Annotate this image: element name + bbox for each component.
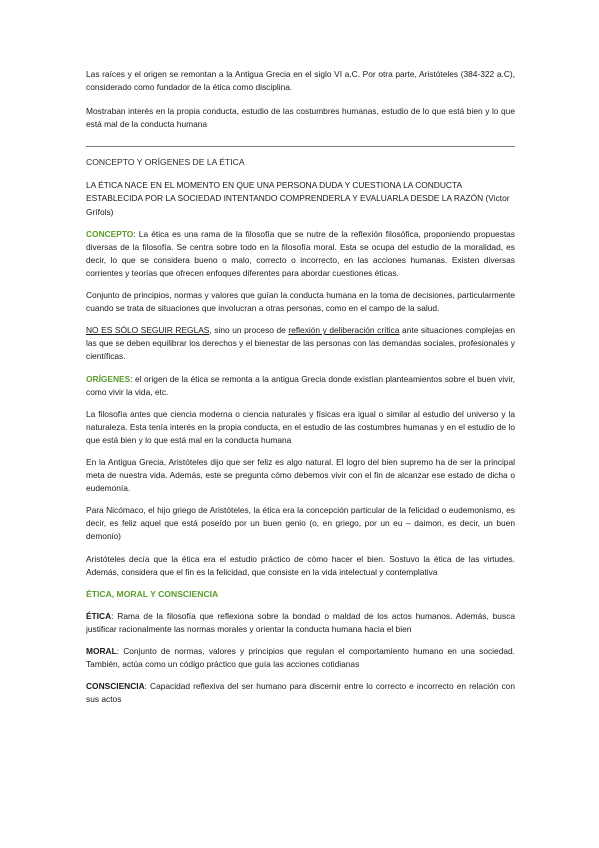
moral-definition bbox=[86, 645, 515, 671]
moral-label: MORAL bbox=[86, 645, 117, 656]
consciencia-text: : Capacidad reflexiva del ser humano para discernir entre lo correcto e incorrecto en relación con sus actos bbox=[86, 681, 515, 705]
quote-text: LA ÉTICA NACE EN EL MOMENTO EN QUE UNA PERSONA DUDA Y CUESTIONA LA CONDUCTA ESTABLECIDA POR LA SOCIEDAD INTENTANDO COMPRENDERLA Y EVALUARLA DESDE LA RAZÓN bbox=[86, 180, 484, 204]
moral-text: : Conjunto de normas, valores y principios que regulan el comportamiento humano en una sociedad. También, actúa como un código práctico que guía las acciones cotidianas bbox=[86, 645, 515, 669]
etica-text: : Rama de la filosofía que reflexiona sobre la bondad o maldad de los actos humanos. Además, busca justificar racionalmente las normas morales y orientar la conducta humana hacia el bien bbox=[86, 610, 515, 634]
quote-author: (Victor Grífols) bbox=[86, 193, 510, 217]
concepto-text: : La ética es una rama de la filosofía que se nutre de la reflexión filosófica, proponiendo propuestas diversas de la filosofía. Se centra sobre todo en la filosofía moral. Esta se ocupa del estudio de la moralidad, es decir, lo que se considera bueno o malo, correcto o incorrecto, en las acciones humanas. Existen diversas corrientes y teorías que ofrecen enfoques diferentes para abordar cuestiones éticas. bbox=[86, 228, 515, 278]
section-heading-etica-moral: ÉTICA, MORAL Y CONSCIENCIA bbox=[86, 588, 219, 599]
nicomaco-paragraph: Para Nicómaco, el hijo griego de Aristóteles, la ética era la concepción particular de la felicidad o eudemonismo, es decir, es feliz aquel que está poseído por un buen genio (o, en griego, por un eu – daimon, es decir, un buen demonio) bbox=[86, 505, 515, 542]
etica-label: ÉTICA bbox=[86, 610, 112, 621]
section-heading-concepto: CONCEPTO Y ORÍGENES DE LA ÉTICA bbox=[86, 157, 245, 168]
reglas-underlined-phrase: reflexión y deliberación crítica bbox=[288, 325, 400, 336]
concepto-paragraph bbox=[86, 228, 515, 280]
consciencia-definition bbox=[86, 680, 515, 706]
conjunto-paragraph: Conjunto de principios, normas y valores que guían la conducta humana en la toma de decisiones, particularmente cuando se trata de situaciones que involucran a otras personas, como en el campo de la salud. bbox=[86, 290, 515, 314]
intro-paragraph-origins: Las raíces y el origen se remontan a la Antigua Grecia en el siglo VI a.C. Por otra parte, Aristóteles (384-322 a.C), considerado como fundador de la ética como disciplina. bbox=[86, 69, 515, 93]
reglas-label: NO ES SÓLO SEGUIR REGLAS bbox=[86, 325, 210, 336]
origenes-paragraph bbox=[86, 373, 515, 399]
aristoteles-paragraph: Aristóteles decía que la ética era el estudio práctico de cómo hacer el bien. Sostuvo la ética de las virtudes. Además, considera que el fin es la felicidad, que consiste en la vida intelectual y contemplativa bbox=[86, 553, 515, 577]
reglas-end: ante situaciones complejas en las que se deben equilibrar los derechos y el bienestar de las personas con las demandas sociales, profesionales y científicas. bbox=[86, 325, 516, 362]
origenes-label: ORÍGENES bbox=[86, 373, 131, 384]
concepto-label: CONCEPTO bbox=[86, 228, 134, 239]
etica-definition bbox=[86, 610, 515, 636]
grecia-paragraph: En la Antigua Grecia, Aristóteles dijo que ser feliz es algo natural. El logro del bien supremo ha de ser la principal meta de nuestra vida. Además, este se pregunta cómo debemos vivir con el fin de alcanzar ese estado de dicha o eudemonía. bbox=[86, 456, 515, 494]
origenes-text: : el origen de la ética se remonta a la antigua Grecia donde existían planteamientos sobre el buen vivir, como vivir la vida, etc. bbox=[86, 373, 515, 397]
quote-paragraph bbox=[86, 179, 515, 218]
reglas-mid: , sino un proceso de bbox=[209, 325, 289, 336]
reglas-paragraph bbox=[86, 324, 515, 363]
consciencia-label: CONSCIENCIA bbox=[86, 681, 145, 692]
intro-paragraph-interest: Mostraban interés en la propia conducta, estudio de las costumbres humanas, estudio de lo que está bien y lo que está mal de la conducta humana bbox=[86, 106, 515, 130]
section-divider bbox=[86, 146, 515, 147]
filosofia-paragraph: La filosofía antes que ciencia moderna o ciencia naturales y físicas era igual o similar al estudio del universo y la naturaleza. Esta tenía interés en la propia conducta, en el estudio de las costumbres humanas y en el estudio de lo que está bien y lo que está mal en la conducta humana bbox=[86, 408, 515, 445]
